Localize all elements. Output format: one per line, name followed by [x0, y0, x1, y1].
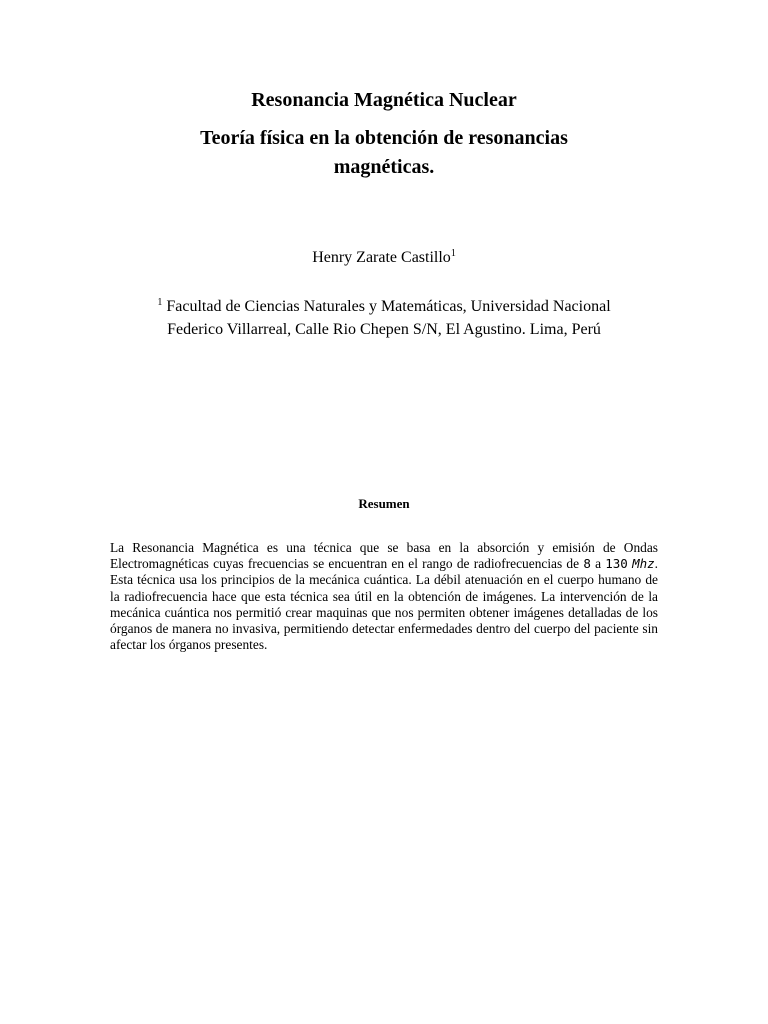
paper-subtitle [0, 124, 768, 182]
abstract-unit: Mhz [632, 556, 655, 572]
abstract-text-part-2: a [590, 556, 606, 572]
affiliation-line-1-text: Facultad de Ciencias Naturales y Matemáticas, Universidad Nacional [162, 298, 611, 315]
author-name: Henry Zarate Castillo [312, 249, 451, 266]
affiliation-line-1 [0, 295, 768, 318]
paper-subtitle-line-1: Teoría física en la obtención de resonancias [200, 127, 568, 149]
affiliation-line-2: Federico Villarreal, Calle Rio Chepen S/N, El Agustino. Lima, Perú [167, 321, 601, 338]
paper-subtitle-line-2: magnéticas. [333, 156, 435, 178]
author-line [0, 248, 768, 268]
affiliation-block [0, 295, 768, 341]
abstract-heading: Resumen [358, 496, 410, 511]
author-affiliation-mark: 1 [450, 248, 456, 259]
abstract-range-low: 8 [583, 556, 591, 572]
abstract-range-high: 130 [605, 556, 628, 572]
paper-title: Resonancia Magnética Nuclear [251, 89, 517, 111]
affiliation-mark: 1 [157, 297, 163, 308]
abstract-text-part-1: La Resonancia Magnética es una técnica que se basa en la absorción y emisión de Ondas Electromagnéticas cuyas frecuencias se encuentran en el rango de radiofrecuencias de [110, 540, 658, 572]
abstract-text-part-3: . Esta técnica usa los principios de la mecánica cuántica. La débil atenuación en el cuerpo humano de la radiofrecuencia hace que esta técnica sea útil en la obtención de imágenes. La intervención de la mecánica cuántica nos permitió crear maquinas que nos permiten obtener imágenes detalladas de los órganos de manera no invasiva, permitiendo detectar enfermedades dentro del cuerpo del paciente sin afectar los órganos presentes. [110, 556, 658, 653]
abstract-body [110, 540, 658, 653]
